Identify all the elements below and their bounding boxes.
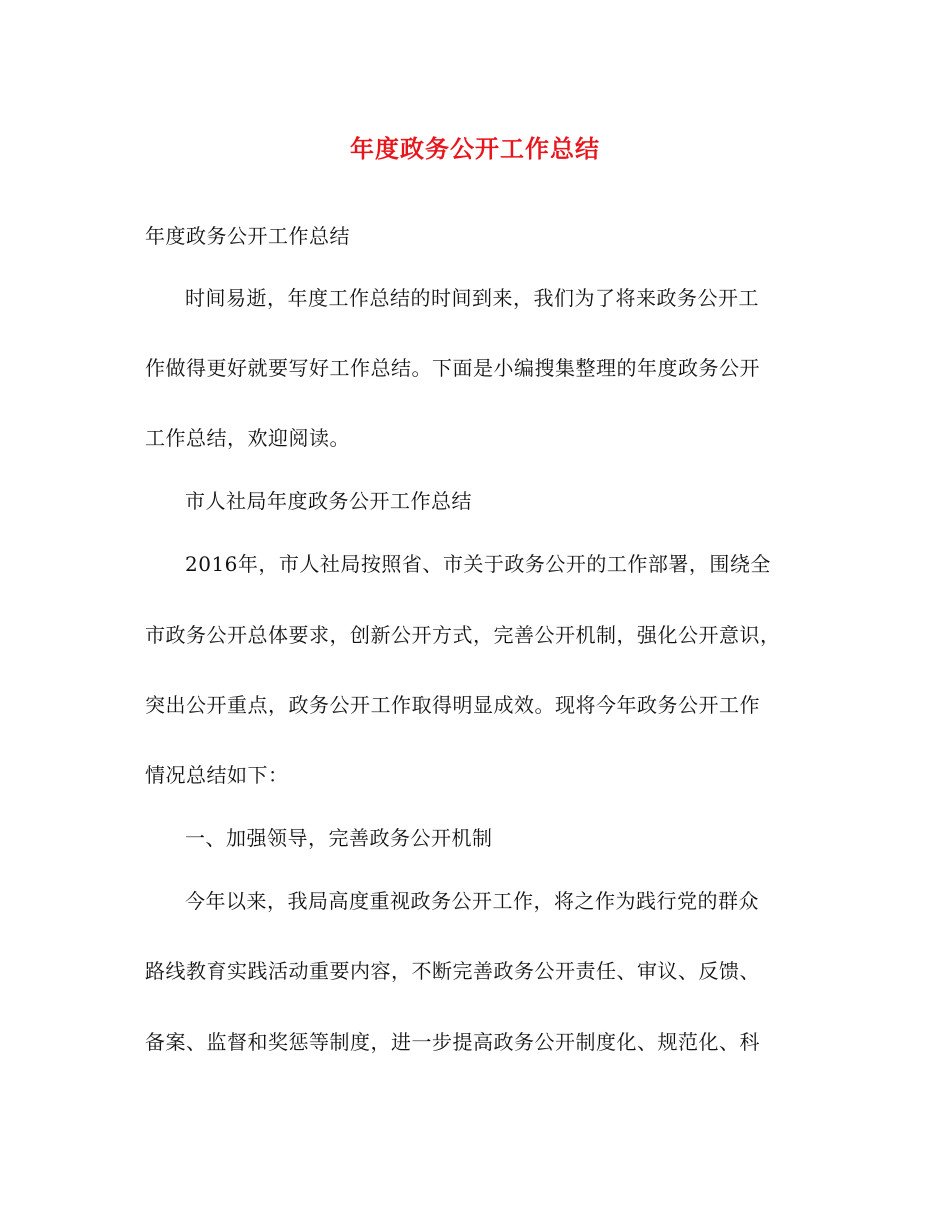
subtitle-line: 年度政务公开工作总结 (145, 224, 350, 248)
paragraph-line: 作做得更好就要写好工作总结。下面是小编搜集整理的年度政务公开 (145, 356, 760, 380)
section-heading: 市人社局年度政务公开工作总结 (185, 489, 472, 513)
paragraph-line: 工作总结，欢迎阅读。 (145, 426, 350, 450)
section-heading: 一、加强领导，完善政务公开机制 (185, 826, 493, 850)
paragraph-line: 2016年，市人社局按照省、市关于政务公开的工作部署，围绕全 (185, 552, 771, 576)
paragraph-line: 今年以来，我局高度重视政务公开工作，将之作为践行党的群众 (185, 889, 759, 913)
paragraph-line: 路线教育实践活动重要内容，不断完善政务公开责任、审议、反馈、 (145, 959, 760, 983)
paragraph-line: 备案、监督和奖惩等制度，进一步提高政务公开制度化、规范化、科 (145, 1030, 760, 1054)
paragraph-line: 时间易逝，年度工作总结的时间到来，我们为了将来政务公开工 (185, 286, 759, 310)
document-title: 年度政务公开工作总结 (350, 134, 600, 163)
paragraph-line: 市政务公开总体要求，创新公开方式，完善公开机制，强化公开意识， (145, 623, 781, 647)
paragraph-line: 情况总结如下： (145, 763, 289, 787)
paragraph-line: 突出公开重点，政务公开工作取得明显成效。现将今年政务公开工作 (145, 693, 760, 717)
